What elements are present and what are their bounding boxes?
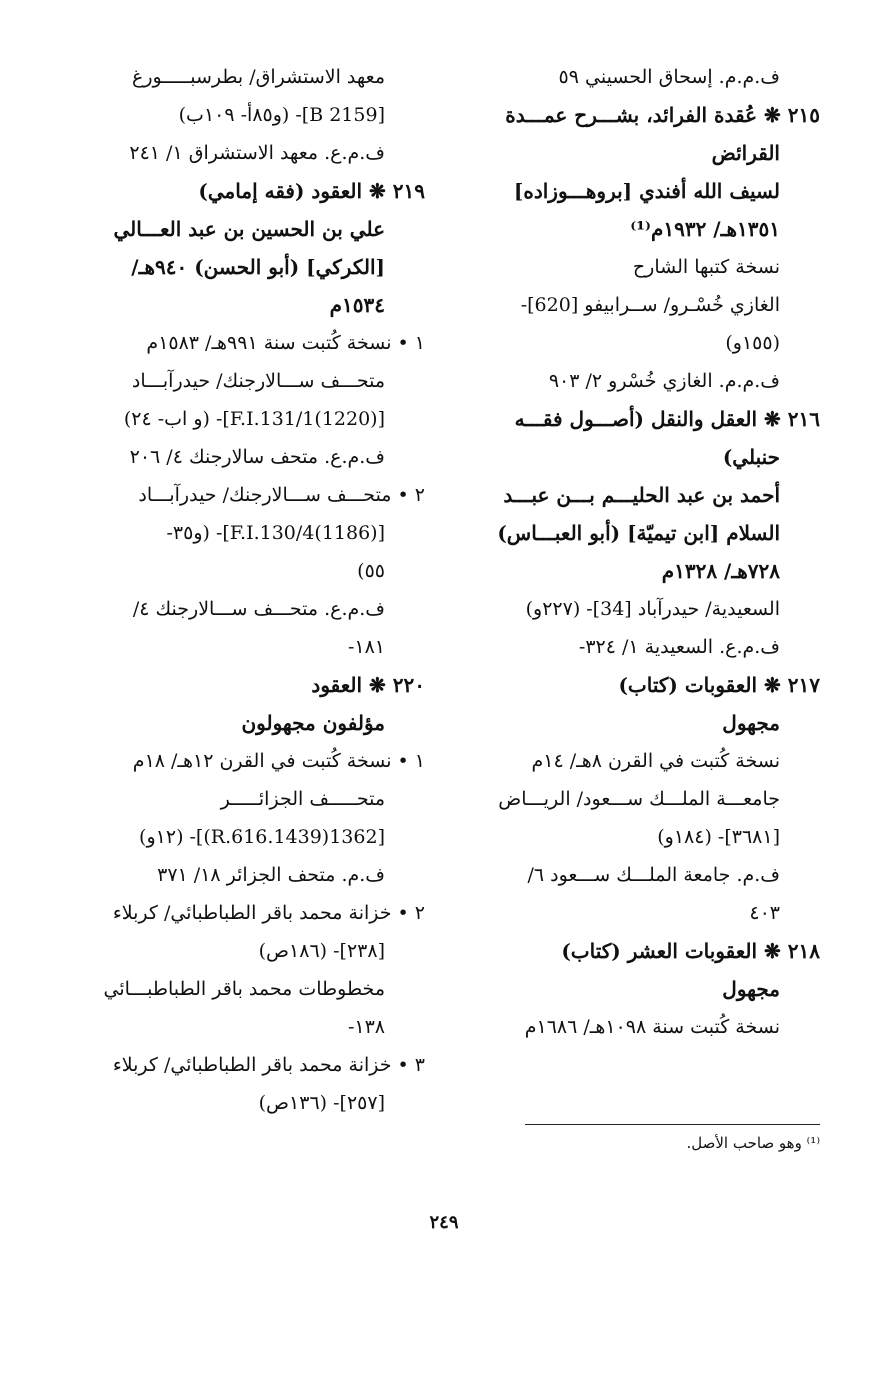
- right-column-line: مجهول: [722, 977, 780, 1001]
- right-column-line: نسخة كُتبت سنة ١٠٩٨هـ/ ١٦٨٦م: [524, 1016, 780, 1038]
- right-column-line: نسخة كُتبت في القرن ٨هـ/ ١٤م: [531, 750, 780, 772]
- footnote-divider: [525, 1124, 820, 1125]
- right-column-line: ٢١٥ ❋ عُقدة الفرائد، بشـــرح عمـــدة: [505, 103, 820, 127]
- right-column-line: القرائض: [711, 141, 780, 165]
- left-column-line: ف.م. متحف الجزائر ١٨/ ٣٧١: [157, 864, 385, 886]
- page-number: ٢٤٩: [429, 1212, 459, 1233]
- footnote: ⁽¹⁾ وهو صاحب الأصل.: [686, 1134, 820, 1152]
- left-column-line: مؤلفون مجهولون: [241, 711, 385, 735]
- right-column-line: أحمد بن عبد الحليـــم بـــن عبـــد: [503, 483, 780, 507]
- left-column-line: [الكركي] (أبو الحسن) ٩٤٠هـ/: [131, 255, 385, 279]
- left-column-line: ١٨١-: [347, 636, 385, 658]
- right-column-line: ٢١٨ ❋ العقوبات العشر (كتاب): [561, 939, 820, 963]
- left-column-line: ١٣٨-: [347, 1016, 385, 1038]
- right-column-line: مجهول: [722, 711, 780, 735]
- right-column-line: ٢١٧ ❋ العقوبات (كتاب): [618, 673, 820, 697]
- left-column-line: ف.م.ع. متحـــف ســـالارجنك ٤/: [132, 598, 385, 620]
- right-column-line: الغازي خُسْـرو/ ســرابيفو [620]-: [520, 294, 780, 316]
- left-column-line: علي بن الحسين بن عبد العـــالي: [113, 217, 385, 241]
- left-column-line: [(1220)F.I.131/1]- (و اب- ٢٤): [123, 408, 385, 430]
- right-column-line: [٣٦٨١]- (١٨٤و): [657, 826, 780, 848]
- left-column-line: [B 2159]- (و٨٥أ- ١٠٩ب): [178, 104, 385, 126]
- left-column-line: مخطوطات محمد باقر الطباطبـــائي: [103, 978, 385, 1000]
- right-column-line: السعيدية/ حيدرآباد [34]- (٢٢٧و): [525, 598, 780, 620]
- right-column-line: ٢١٦ ❋ العقل والنقل (أصـــول فقـــه: [514, 407, 820, 431]
- right-column-line: ف.م.م. الغازي خُسْرو ٢/ ٩٠٣: [548, 370, 780, 392]
- left-column-line: [٢٣٨]- (١٨٦ص): [258, 940, 385, 962]
- left-column-line: [1362(1439.R.616)]- (١٢و): [139, 826, 385, 848]
- left-column-line: ٢ • متحـــف ســـالارجنك/ حيدرآبـــاد: [138, 484, 425, 506]
- left-column-line: ٥٥): [357, 560, 385, 582]
- right-column-line: السلام [ابن تيميّة] (أبو العبـــاس): [497, 521, 780, 545]
- right-column-line: جامعـــة الملـــك ســـعود/ الريـــاض: [498, 788, 780, 810]
- right-column-line: ٧٢٨هـ/ ١٣٢٨م: [661, 559, 780, 583]
- right-column-line: ف.م. جامعة الملـــك ســـعود ٦/: [527, 864, 780, 886]
- left-column-line: ١ • نسخة كُتبت في القرن ١٢هـ/ ١٨م: [132, 750, 425, 772]
- left-column-line: ٣ • خزانة محمد باقر الطباطبائي/ كربلاء: [112, 1054, 425, 1076]
- right-column-line: ف.م.م. إسحاق الحسيني ٥٩: [558, 66, 780, 88]
- left-column-line: ٢٢٠ ❋ العقود: [311, 673, 425, 697]
- right-column-line: نسخة كتبها الشارح: [632, 256, 780, 278]
- left-column: [90, 58, 425, 1122]
- right-column-line: ١٣٥١هـ/ ١٩٣٢م⁽¹⁾: [630, 217, 780, 241]
- left-column-line: ف.م.ع. متحف سالارجنك ٤/ ٢٠٦: [129, 446, 385, 468]
- left-column-line: متحـــــف الجزائـــــر: [220, 788, 385, 810]
- right-column-line: لسيف الله أفندي [بروهـــوزاده]: [513, 179, 780, 203]
- left-column-line: ف.م.ع. معهد الاستشراق ١/ ٢٤١: [129, 142, 385, 164]
- left-column-line: معهد الاستشراق/ بطرسبـــــورغ: [132, 66, 385, 88]
- left-column-line: [(1186)F.I.130/4]- (و٣٥-: [166, 522, 385, 544]
- right-column-line: حنبلي): [722, 445, 780, 469]
- right-column: [470, 58, 820, 1046]
- right-column-line: (١٥٥و): [725, 332, 780, 354]
- right-column-line: ف.م.ع. السعيدية ١/ ٣٢٤-: [578, 636, 780, 658]
- left-column-line: ٢١٩ ❋ العقود (فقه إمامي): [198, 179, 425, 203]
- left-column-line: [٢٥٧]- (١٣٦ص): [258, 1092, 385, 1114]
- left-column-line: ٢ • خزانة محمد باقر الطباطبائي/ كربلاء: [112, 902, 425, 924]
- left-column-line: ١٥٣٤م: [329, 293, 385, 317]
- left-column-line: ١ • نسخة كُتبت سنة ٩٩١هـ/ ١٥٨٣م: [146, 332, 425, 354]
- right-column-line: ٤٠٣: [749, 902, 780, 924]
- left-column-line: متحـــف ســـالارجنك/ حيدرآبـــاد: [131, 370, 385, 392]
